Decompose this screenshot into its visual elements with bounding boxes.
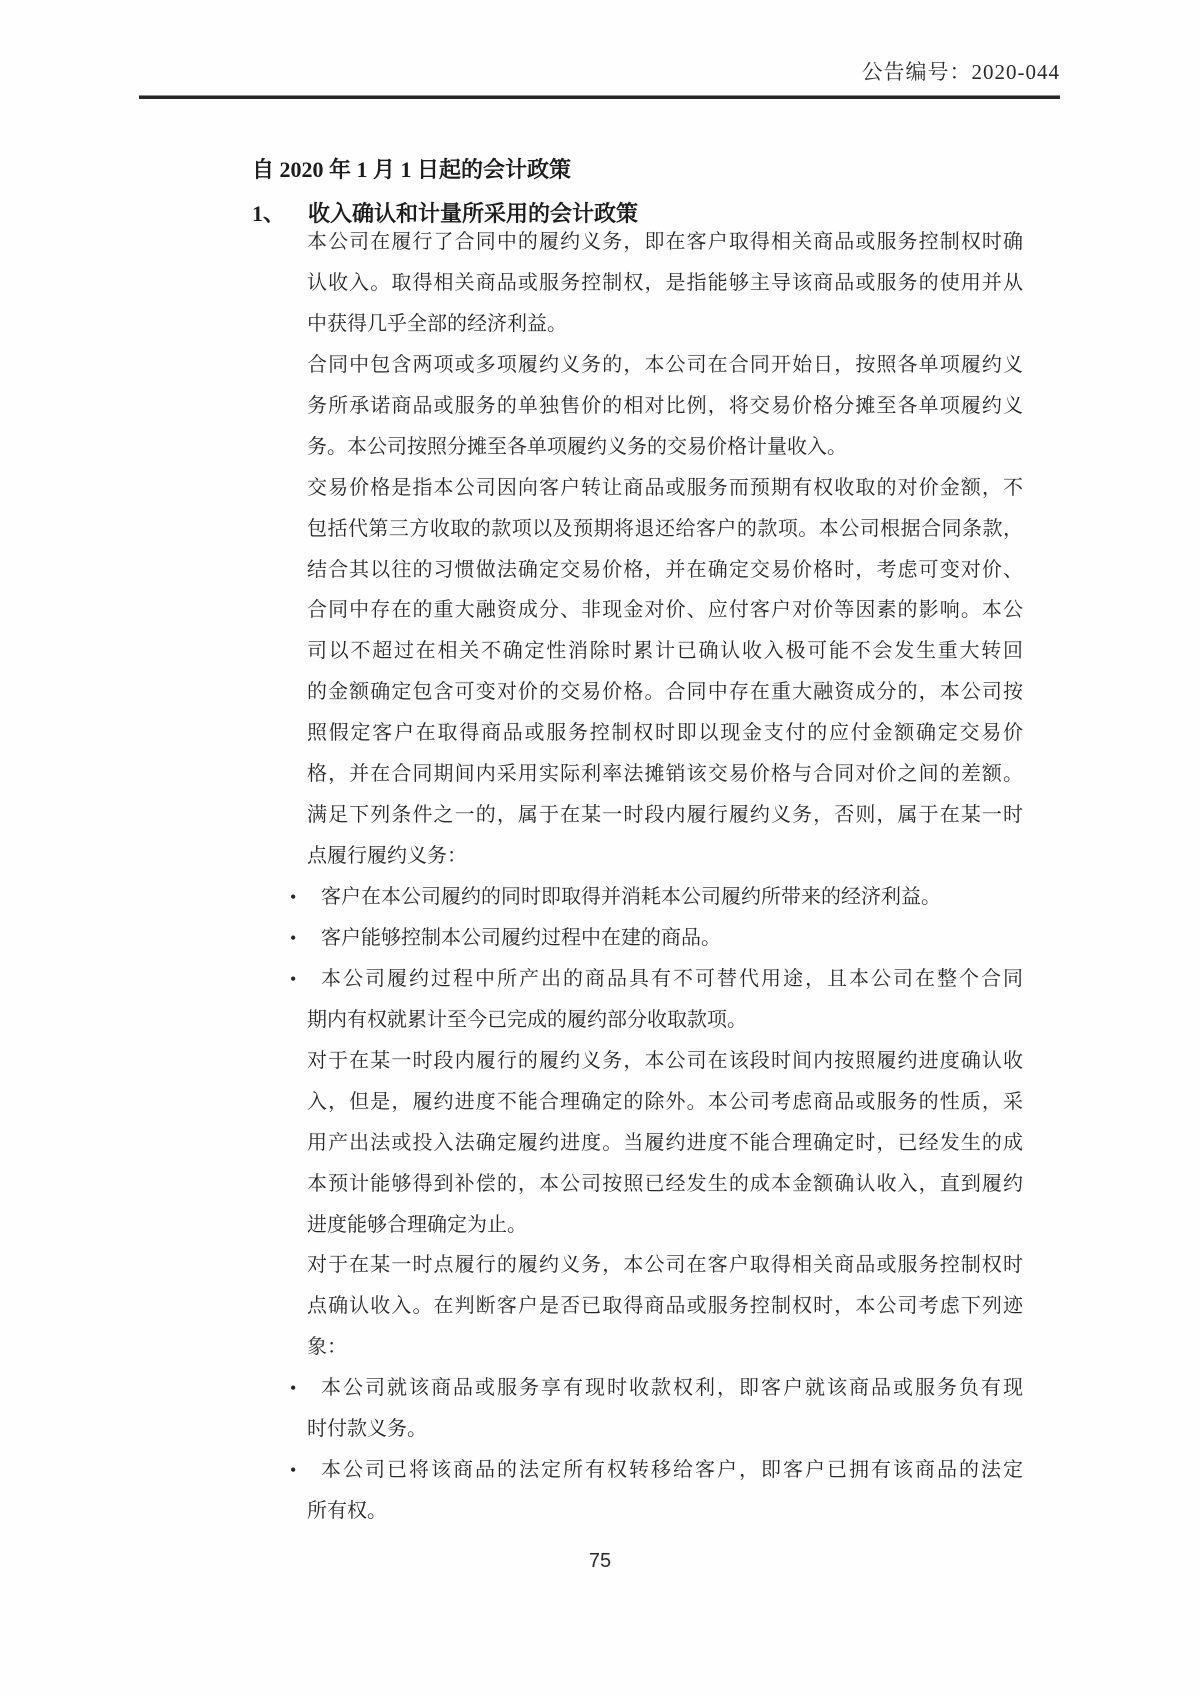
text-line: 象： — [307, 1336, 347, 1359]
text-line: 所有权。 — [307, 1500, 387, 1523]
text-line: 入，但是，履约进度不能合理确定的除外。本公司考虑商品或服务的性质，采 — [307, 1090, 1023, 1113]
text-line: 进度能够合理确定为止。 — [307, 1213, 527, 1236]
text-line: 司以不超过在相关不确定性消除时累计已确认收入极可能不会发生重大转回 — [307, 640, 1023, 663]
bullet-item: • 本公司已将该商品的法定所有权转移给客户，即客户已拥有该商品的法定 — [307, 1450, 1023, 1491]
bullet-icon: • — [290, 927, 297, 948]
bullet-item: • 客户在本公司履约的同时即取得并消耗本公司履约所带来的经济利益。 — [307, 877, 1023, 918]
text-line: 时付款义务。 — [307, 1418, 427, 1441]
text-line: 对于在某一时点履行的履约义务，本公司在客户取得相关商品或服务控制权时 — [307, 1254, 1023, 1277]
bullet-item: • 本公司履约过程中所产出的商品具有不可替代用途，且本公司在整个合同 — [307, 959, 1023, 1000]
page-number: 75 — [588, 1550, 612, 1572]
heading-title: 收入确认和计量所采用的会计政策 — [308, 201, 639, 226]
text-line: 交易价格是指本公司因向客户转让商品或服务而预期有权收取的对价金额，不 — [307, 476, 1023, 499]
text-line: 的金额确定包含可变对价的交易价格。合同中存在重大融资成分的，本公司按 — [307, 681, 1023, 704]
text-line: 期内有权就累计至今已完成的履约部分收取款项。 — [307, 1008, 747, 1031]
text-line: 包括代第三方收取的款项以及预期将退还给客户的款项。本公司根据合同条款， — [307, 517, 1023, 540]
text-line: 结合其以往的习惯做法确定交易价格，并在确定交易价格时，考虑可变对价、 — [307, 558, 1023, 581]
bullet-item: • 客户能够控制本公司履约过程中在建的商品。 — [307, 918, 1023, 959]
bullet-icon: • — [290, 1378, 297, 1399]
text-line: 本公司在履行了合同中的履约义务，即在客户取得相关商品或服务控制权时确 — [307, 231, 1023, 253]
bullet-icon: • — [290, 1460, 297, 1481]
text-line: 用产出法或投入法确定履约进度。当履约进度不能合理确定时，已经发生的成 — [307, 1131, 1023, 1154]
text-line: 对于在某一时段内履行的履约义务，本公司在该段时间内按照履约进度确认收 — [307, 1049, 1023, 1072]
bullet-icon: • — [290, 887, 297, 907]
header-divider-rule — [139, 95, 1060, 99]
document-body — [290, 222, 1023, 1532]
text-line: 务。本公司按照分摊至各单项履约义务的交易价格计量收入。 — [307, 435, 847, 458]
announcement-number: 公告编号：2020-044 — [861, 60, 1060, 84]
text-line: 照假定客户在取得商品或服务控制权时即以现金支付的应付金额确定交易价 — [307, 722, 1023, 745]
text-line: 格，并在合同期间内采用实际利率法摊销该交易价格与合同对价之间的差额。 — [307, 763, 1023, 786]
heading-number: 1、 — [252, 201, 286, 226]
bullet-icon: • — [290, 968, 297, 989]
text-line: 认收入。取得相关商品或服务控制权，是指能够主导该商品或服务的使用并从 — [307, 271, 1023, 294]
text-line: 点履行履约义务： — [307, 845, 467, 868]
text-line: 本预计能够得到补偿的，本公司按照已经发生的成本金额确认收入，直到履约 — [307, 1172, 1023, 1195]
bullet-item: • 本公司就该商品或服务享有现时收款权利，即客户就该商品或服务负有现 — [307, 1368, 1023, 1409]
text-line: 中获得几乎全部的经济利益。 — [307, 312, 567, 335]
text-line: 合同中包含两项或多项履约义务的，本公司在合同开始日，按照各单项履约义 — [307, 353, 1023, 376]
text-line: 点确认收入。在判断客户是否已取得商品或服务控制权时，本公司考虑下列迹 — [307, 1295, 1023, 1318]
text-line: 满足下列条件之一的，属于在某一时段内履行履约义务，否则，属于在某一时 — [307, 804, 1023, 827]
text-line: 合同中存在的重大融资成分、非现金对价、应付客户对价等因素的影响。本公 — [307, 599, 1023, 622]
section-title: 自 2020 年 1 月 1 日起的会计政策 — [252, 157, 572, 182]
text-line: 务所承诺商品或服务的单独售价的相对比例，将交易价格分摊至各单项履约义 — [307, 394, 1023, 417]
